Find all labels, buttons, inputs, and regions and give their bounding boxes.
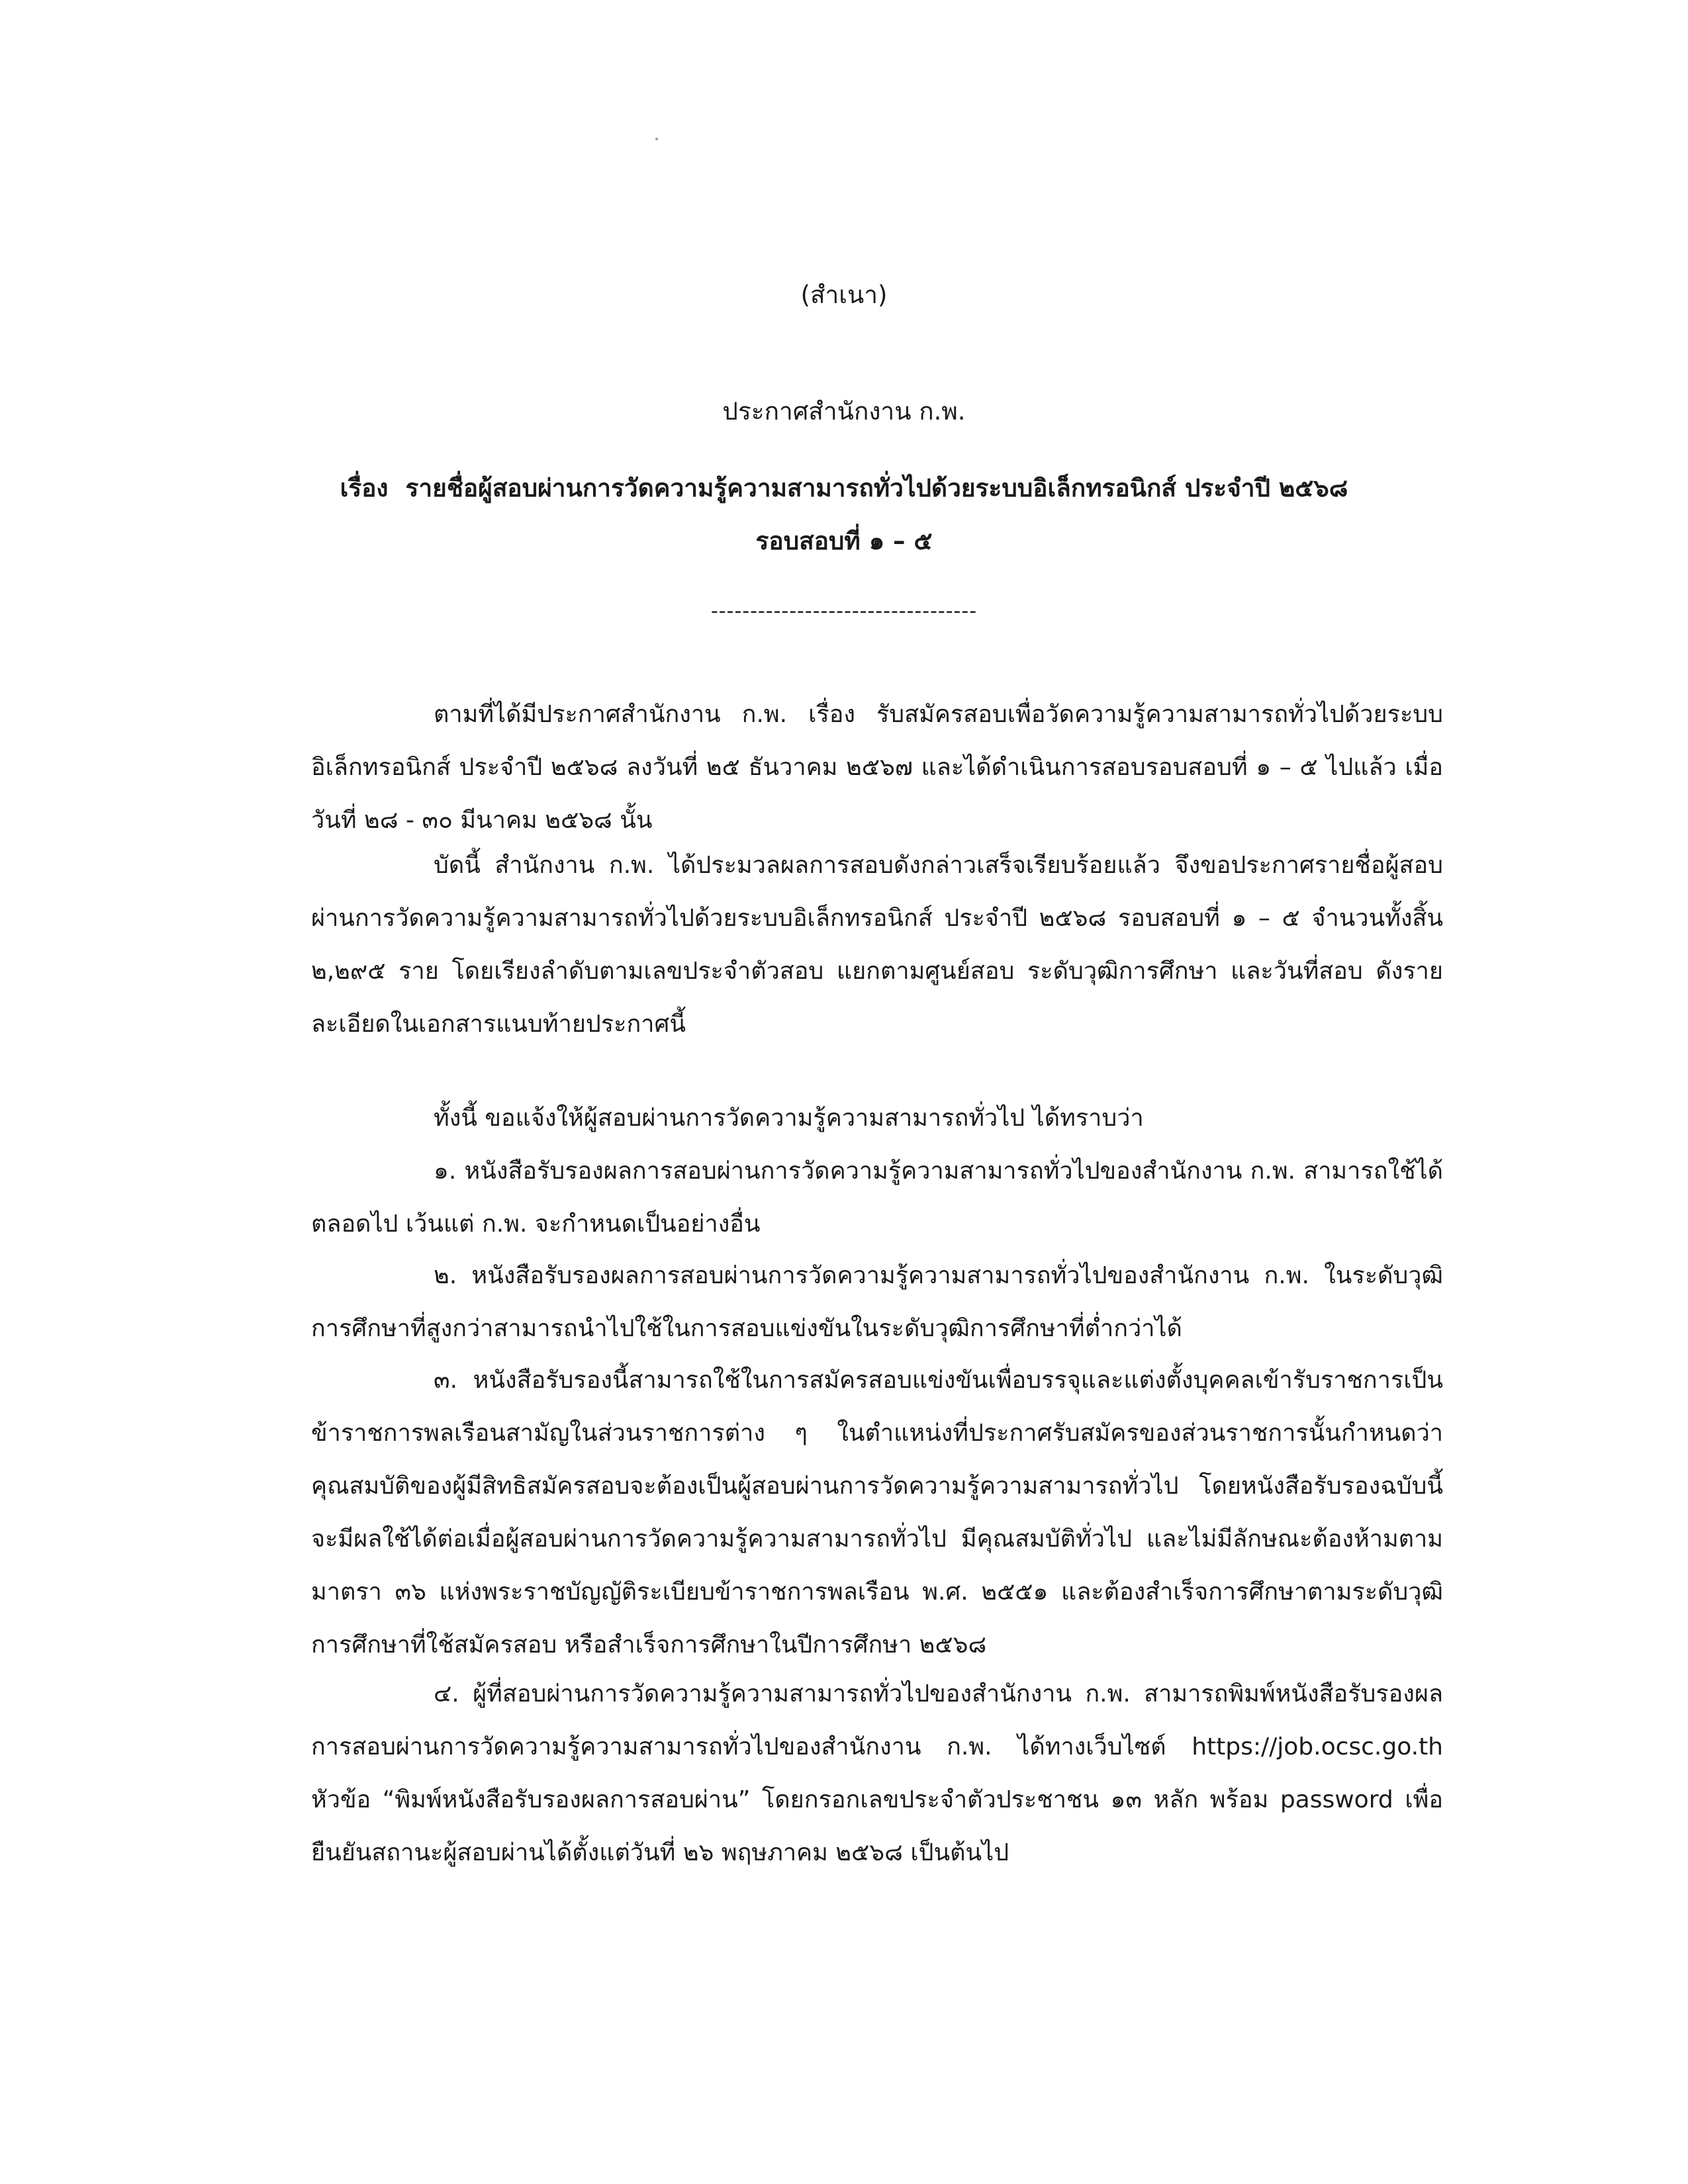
copy-mark: (สำเนา) [800, 281, 888, 309]
paragraph-reference: ตามที่ได้มีประกาศสำนักงาน ก.พ. เรื่อง รับสมัครสอบเพื่อวัดความรู้ความสามารถทั่วไปด้วยระบบอิเล็กทรอนิกส์ ประจำปี ๒๕๖๘ ลงวันที่ ๒๕ ธันวาคม ๒๕๖๗ และได้ดำเนินการสอบรอบสอบที่ ๑ – ๕ ไปแล้ว เมื่อวันที่ ๒๘ - ๓๐ มีนาคม ๒๕๖๘ นั้น [311, 701, 1443, 834]
paragraph-item-3: ๓. หนังสือรับรองนี้สามารถใช้ในการสมัครสอบแข่งขันเพื่อบรรจุและแต่งตั้งบุคคลเข้ารับราชการเป็นข้าราชการพลเรือนสามัญในส่วนราชการต่าง ๆ ในตำแหน่งที่ประกาศรับสมัครของส่วนราชการนั้นกำหนดว่า คุณสมบัติของผู้มีสิทธิสมัครสอบจะต้องเป็นผู้สอบผ่านการวัดความรู้ความสามารถทั่วไป โดยหนังสือรับรองฉบับนี้จะมีผลใช้ได้ต่อเมื่อผู้สอบผ่านการวัดความรู้ความสามารถทั่วไป มีคุณสมบัติทั่วไป และไม่มีลักษณะต้องห้ามตามมาตรา ๓๖ แห่งพระราชบัญญัติระเบียบข้าราชการพลเรือน พ.ศ. ๒๕๕๑ และต้องสำเร็จการศึกษาตามระดับวุฒิการศึกษาที่ใช้สมัครสอบ หรือสำเร็จการศึกษาในปีการศึกษา ๒๕๖๘ [311, 1367, 1443, 1659]
announcement-heading: ประกาศสำนักงาน ก.พ. [722, 397, 966, 426]
paragraph-item-2: ๒. หนังสือรับรองผลการสอบผ่านการวัดความรู้ความสามารถทั่วไปของสำนักงาน ก.พ. ในระดับวุฒิการศึกษาที่สูงกว่าสามารถนำไปใช้ในการสอบแข่งขันในระดับวุฒิการศึกษาที่ต่ำกว่าได้ [311, 1262, 1443, 1342]
separator-line: ---------------------------------- [710, 600, 978, 623]
subject-line [0, 473, 1688, 504]
scan-speck [655, 138, 658, 140]
subject-text: รายชื่อผู้สอบผ่านการวัดความรู้ความสามารถทั่วไปด้วยระบบอิเล็กทรอนิกส์ ประจำปี ๒๕๖๘ [405, 474, 1348, 502]
paragraph-item-4: ๔. ผู้ที่สอบผ่านการวัดความรู้ความสามารถทั่วไปของสำนักงาน ก.พ. สามารถพิมพ์หนังสือรับรองผลการสอบผ่านการวัดความรู้ความสามารถทั่วไปของสำนักงาน ก.พ. ได้ทางเว็บไซต์ https://job.ocsc.go.th หัวข้อ “พิมพ์หนังสือรับรองผลการสอบผ่าน” โดยกรอกเลขประจำตัวประชาชน ๑๓ หลัก พร้อม password เพื่อยืนยันสถานะผู้สอบผ่านได้ตั้งแต่วันที่ ๒๖ พฤษภาคม ๒๕๖๘ เป็นต้นไป [311, 1680, 1443, 1866]
exam-round: รอบสอบที่ ๑ – ๕ [755, 527, 933, 555]
subject-label: เรื่อง [340, 474, 389, 502]
paragraph-notice-intro: ทั้งนี้ ขอแจ้งให้ผู้สอบผ่านการวัดความรู้ความสามารถทั่วไป ได้ทราบว่า [434, 1105, 1144, 1132]
paragraph-item-1: ๑. หนังสือรับรองผลการสอบผ่านการวัดความรู้ความสามารถทั่วไปของสำนักงาน ก.พ. สามารถใช้ได้ตลอดไป เว้นแต่ ก.พ. จะกำหนดเป็นอย่างอื่น [311, 1158, 1443, 1238]
paragraph-announcement: บัดนี้ สำนักงาน ก.พ. ได้ประมวลผลการสอบดังกล่าวเสร็จเรียบร้อยแล้ว จึงขอประกาศรายชื่อผู้สอบผ่านการวัดความรู้ความสามารถทั่วไปด้วยระบบอิเล็กทรอนิกส์ ประจำปี ๒๕๖๘ รอบสอบที่ ๑ – ๕ จำนวนทั้งสิ้น ๒,๒๙๕ ราย โดยเรียงลำดับตามเลขประจำตัวสอบ แยกตามศูนย์สอบ ระดับวุฒิการศึกษา และวันที่สอบ ดังรายละเอียดในเอกสารแนบท้ายประกาศนี้ [311, 852, 1443, 1038]
